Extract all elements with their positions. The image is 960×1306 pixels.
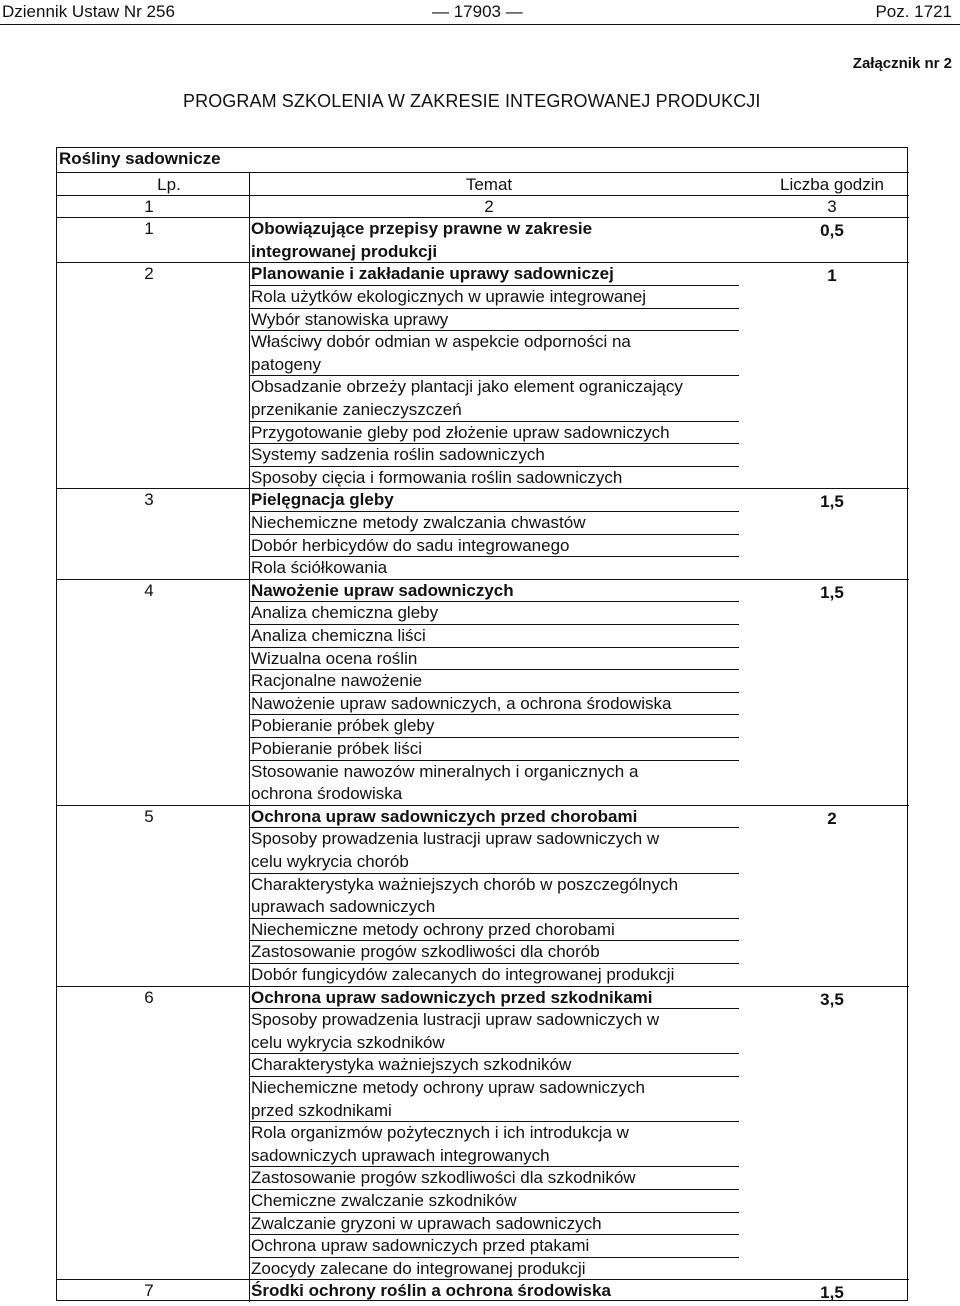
row-number: 7 bbox=[144, 1281, 154, 1301]
subtopic-item: uprawach sadowniczych bbox=[251, 897, 436, 917]
subtopic-item: Właściwy dobór odmian w aspekcie odporności na bbox=[251, 332, 631, 352]
subtopic-item: Sposoby prowadzenia lustracji upraw sadowniczych w bbox=[251, 829, 660, 849]
topic-title: Nawożenie upraw sadowniczych bbox=[251, 580, 514, 600]
section-divider bbox=[57, 172, 909, 173]
subtopic-item: Obsadzanie obrzeży plantacji jako element ograniczający bbox=[251, 377, 683, 397]
topic-title: Obowiązujące przepisy prawne w zakresie bbox=[251, 219, 593, 239]
subtopic-item: Pobieranie próbek liści bbox=[251, 739, 423, 758]
subtopic-item: Zwalczanie gryzoni w uprawach sadowniczych bbox=[251, 1213, 602, 1233]
row-hours: 1 bbox=[827, 266, 837, 286]
row-number: 1 bbox=[144, 219, 154, 239]
row-hours: 1,5 bbox=[820, 492, 844, 512]
subtopic-item: przenikanie zanieczyszczeń bbox=[251, 400, 462, 419]
subtopic-item: Dobór herbicydów do sadu integrowanego bbox=[251, 535, 570, 555]
subtopic-item: Nawożenie upraw sadowniczych, a ochrona środowiska bbox=[251, 693, 672, 713]
colnum-lp: 1 bbox=[144, 196, 154, 216]
subtopic-item: Sposoby prowadzenia lustracji upraw sadowniczych w bbox=[251, 1010, 660, 1030]
subtopic-item: Zoocydy zalecane do integrowanej produkcji bbox=[251, 1258, 586, 1278]
row-number: 3 bbox=[144, 490, 154, 510]
row-divider bbox=[57, 488, 909, 489]
subtopic-item: Racjonalne nawożenie bbox=[251, 671, 423, 691]
subtopic-item: Wizualna ocena roślin bbox=[251, 648, 418, 668]
subtopic-item: Rola organizmów pożytecznych i ich introdukcja w bbox=[251, 1123, 629, 1143]
subtopic-item: Niechemiczne metody ochrony przed chorobami bbox=[251, 919, 615, 939]
subtopic-item: celu wykrycia chorób bbox=[251, 852, 409, 871]
page-number: — 17903 — bbox=[432, 2, 523, 21]
header-hours: Liczba godzin bbox=[780, 175, 884, 194]
row-hours: 3,5 bbox=[820, 989, 844, 1009]
subtopic-item: Analiza chemiczna gleby bbox=[251, 603, 439, 623]
row-number: 5 bbox=[144, 806, 154, 826]
topic-title: integrowanej produkcji bbox=[251, 241, 438, 261]
subtopic-item: patogeny bbox=[251, 354, 321, 374]
training-program-table bbox=[56, 147, 908, 1301]
subtopic-item: Dobór fungicydów zalecanych do integrowanej produkcji bbox=[251, 965, 675, 984]
topic-title: Ochrona upraw sadowniczych przed chorobami bbox=[251, 806, 638, 826]
topic-title: Środki ochrony roślin a ochrona środowiska bbox=[251, 1281, 611, 1301]
row-number: 4 bbox=[144, 580, 154, 600]
subtopic-item: Wybór stanowiska uprawy bbox=[251, 309, 449, 329]
document-title: PROGRAM SZKOLENIA W ZAKRESIE INTEGROWANEJ PRODUKCJI bbox=[183, 91, 761, 111]
row-number: 6 bbox=[144, 987, 154, 1007]
section-label: Rośliny sadownicze bbox=[59, 149, 221, 168]
topic-title: Planowanie i zakładanie uprawy sadowniczej bbox=[251, 264, 614, 284]
subtopic-item: Niechemiczne metody ochrony upraw sadowniczych bbox=[251, 1078, 646, 1097]
subtopic-item: Niechemiczne metody zwalczania chwastów bbox=[251, 513, 586, 532]
row-number: 2 bbox=[144, 264, 154, 284]
subtopic-item: sadowniczych uprawach integrowanych bbox=[251, 1145, 550, 1165]
position-number: Poz. 1721 bbox=[875, 2, 952, 21]
subtopic-item: Zastosowanie progów szkodliwości dla szkodników bbox=[251, 1168, 636, 1188]
colnum-temat: 2 bbox=[484, 196, 494, 216]
page-header bbox=[0, 0, 960, 25]
subtopic-item: Rola użytków ekologicznych w uprawie integrowanej bbox=[251, 287, 646, 306]
subtopic-item: Ochrona upraw sadowniczych przed ptakami bbox=[251, 1236, 590, 1256]
subtopic-item: Przygotowanie gleby pod złożenie upraw sadowniczych bbox=[251, 422, 670, 442]
subtopic-item: Zastosowanie progów szkodliwości dla chorób bbox=[251, 942, 600, 962]
row-hours: 2 bbox=[827, 808, 837, 828]
colnum-hours: 3 bbox=[827, 196, 837, 216]
subtopic-item: Charakterystyka ważniejszych chorób w poszczególnych bbox=[251, 874, 679, 894]
subtopic-item: Analiza chemiczna liści bbox=[251, 626, 426, 645]
subtopic-item: Rola ściółkowania bbox=[251, 558, 388, 578]
subtopic-item: przed szkodnikami bbox=[251, 1100, 392, 1120]
topic-title: Ochrona upraw sadowniczych przed szkodnikami bbox=[251, 987, 653, 1007]
row-hours: 1,5 bbox=[820, 582, 844, 602]
subtopic-item: Charakterystyka ważniejszych szkodników bbox=[251, 1055, 572, 1075]
subtopic-item: celu wykrycia szkodników bbox=[251, 1032, 445, 1052]
header-temat: Temat bbox=[465, 175, 513, 194]
subtopic-item: Sposoby cięcia i formowania roślin sadowniczych bbox=[251, 467, 623, 487]
subtopic-item: Stosowanie nawozów mineralnych i organicznych a bbox=[251, 761, 639, 781]
subtopic-item: ochrona środowiska bbox=[251, 784, 403, 804]
row-hours: 1,5 bbox=[820, 1283, 844, 1303]
row-hours: 0,5 bbox=[820, 221, 844, 241]
header-lp: Lp. bbox=[157, 175, 181, 194]
journal-name: Dziennik Ustaw Nr 256 bbox=[2, 2, 175, 21]
subtopic-item: Pobieranie próbek gleby bbox=[251, 716, 435, 736]
subtopic-item: Chemiczne zwalczanie szkodników bbox=[251, 1191, 517, 1210]
subtopic-item: Systemy sadzenia roślin sadowniczych bbox=[251, 445, 545, 465]
topic-title: Pielęgnacja gleby bbox=[251, 490, 394, 510]
annex-label: Załącznik nr 2 bbox=[852, 55, 952, 72]
